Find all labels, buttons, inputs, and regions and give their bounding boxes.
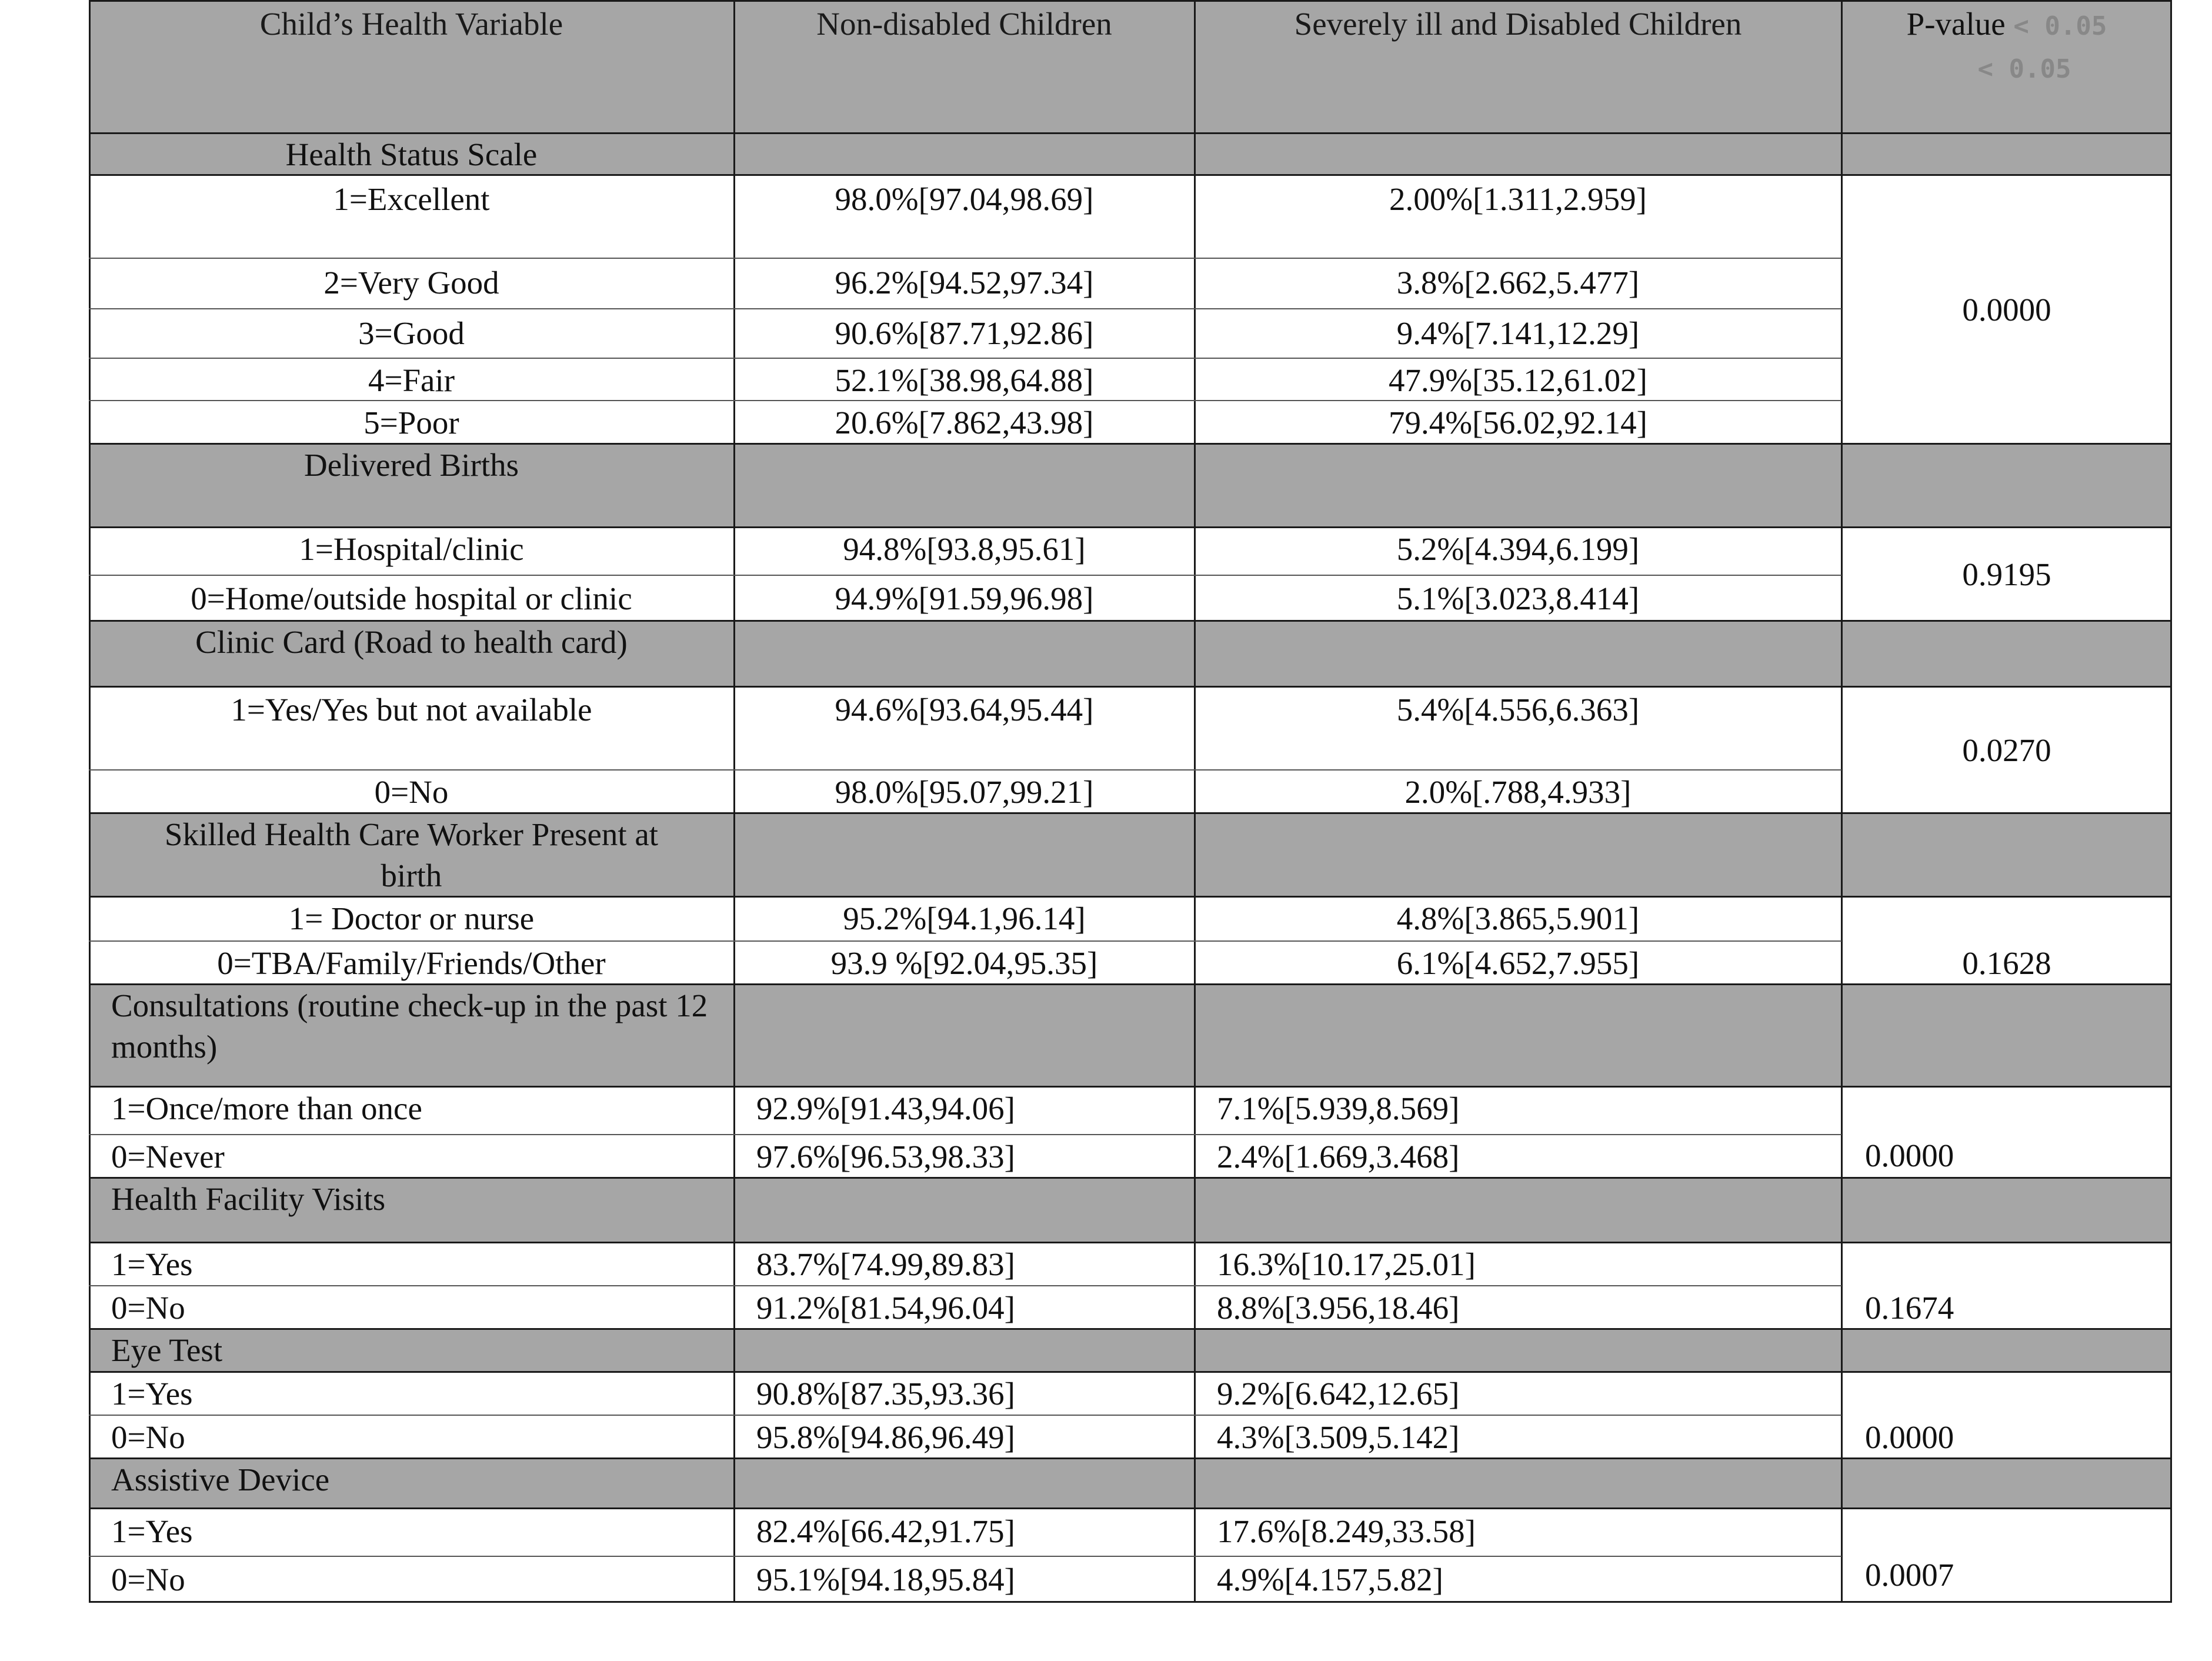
row-divider bbox=[89, 358, 1841, 359]
row-divider bbox=[89, 258, 1841, 259]
row-divider bbox=[89, 1556, 1841, 1557]
grid-line bbox=[89, 174, 2172, 176]
header-non-disabled: Non-disabled Children bbox=[816, 6, 1112, 42]
row-divider bbox=[89, 940, 1841, 942]
disabled-value: 4.9%[4.157,5.82] bbox=[1217, 1562, 1443, 1597]
non-disabled-value: 93.9 %[92.04,95.35] bbox=[830, 945, 1098, 981]
disabled-value: 6.1%[4.652,7.955] bbox=[1396, 945, 1640, 981]
non-disabled-value: 90.8%[87.35,93.36] bbox=[756, 1376, 1015, 1412]
disabled-value: 3.8%[2.662,5.477] bbox=[1396, 265, 1640, 301]
non-disabled-value: 98.0%[95.07,99.21] bbox=[835, 774, 1094, 810]
non-disabled-value: 95.2%[94.1,96.14] bbox=[843, 900, 1086, 936]
disabled-value: 5.1%[3.023,8.414] bbox=[1396, 581, 1640, 616]
row-divider bbox=[89, 308, 1841, 309]
disabled-value: 9.2%[6.642,12.65] bbox=[1217, 1376, 1460, 1412]
section-title: Consultations (routine check-up in the past 12 months) bbox=[111, 988, 708, 1065]
section-title: Health Facility Visits bbox=[111, 1181, 386, 1217]
row-divider bbox=[89, 1134, 1841, 1135]
section-title: Skilled Health Care Worker Present at birth bbox=[164, 816, 659, 893]
grid-line bbox=[2170, 0, 2172, 1603]
non-disabled-value: 20.6%[7.862,43.98] bbox=[835, 405, 1094, 441]
row-label: 2=Very Good bbox=[323, 265, 499, 301]
grid-line bbox=[89, 0, 2172, 2]
non-disabled-value: 98.0%[97.04,98.69] bbox=[835, 181, 1094, 217]
grid-line bbox=[89, 1371, 2172, 1373]
row-divider bbox=[89, 769, 1841, 771]
grid-line bbox=[89, 1086, 2172, 1088]
row-label: 1=Yes bbox=[111, 1246, 193, 1282]
disabled-value: 2.0%[.788,4.933] bbox=[1404, 774, 1632, 810]
row-label: 1=Yes bbox=[111, 1513, 193, 1549]
row-label: 0=No bbox=[374, 774, 449, 810]
row-label: 0=No bbox=[111, 1290, 185, 1326]
row-label: 3=Good bbox=[358, 315, 465, 351]
non-disabled-value: 91.2%[81.54,96.04] bbox=[756, 1290, 1015, 1326]
section-pvalue: 0.9195 bbox=[1962, 556, 2051, 592]
non-disabled-value: 94.9%[91.59,96.98] bbox=[835, 581, 1094, 616]
section-pvalue: 0.0000 bbox=[1865, 1419, 1954, 1455]
section-pvalue: 0.0000 bbox=[1962, 291, 2051, 328]
row-label: 1=Yes/Yes but not available bbox=[231, 692, 592, 728]
header-pvalue-cell bbox=[1841, 0, 2172, 133]
non-disabled-value: 95.8%[94.86,96.49] bbox=[756, 1419, 1015, 1455]
section-title: Health Status Scale bbox=[285, 136, 538, 172]
section-pvalue: 0.0000 bbox=[1865, 1138, 1954, 1173]
row-divider bbox=[89, 400, 1841, 401]
non-disabled-value: 52.1%[38.98,64.88] bbox=[835, 362, 1094, 398]
section-pvalue: 0.1674 bbox=[1865, 1290, 1954, 1326]
disabled-value: 7.1%[5.939,8.569] bbox=[1217, 1090, 1460, 1126]
section-title: Delivered Births bbox=[303, 447, 519, 483]
grid-line bbox=[733, 0, 735, 1603]
grid-line bbox=[89, 812, 2172, 814]
disabled-value: 5.4%[4.556,6.363] bbox=[1396, 692, 1640, 728]
non-disabled-value: 96.2%[94.52,97.34] bbox=[835, 265, 1094, 301]
pvalue-threshold-2: < 0.05 bbox=[1977, 54, 2071, 84]
non-disabled-value: 83.7%[74.99,89.83] bbox=[756, 1246, 1015, 1282]
disabled-value: 17.6%[8.249,33.58] bbox=[1217, 1513, 1476, 1549]
non-disabled-value: 94.8%[93.8,95.61] bbox=[843, 531, 1086, 567]
non-disabled-value: 95.1%[94.18,95.84] bbox=[756, 1562, 1015, 1597]
non-disabled-value: 82.4%[66.42,91.75] bbox=[756, 1513, 1015, 1549]
non-disabled-value: 90.6%[87.71,92.86] bbox=[835, 315, 1094, 351]
grid-line bbox=[89, 443, 2172, 445]
grid-line bbox=[89, 1242, 2172, 1243]
disabled-value: 9.4%[7.141,12.29] bbox=[1396, 315, 1640, 351]
row-label: 0=No bbox=[111, 1562, 185, 1597]
pvalue-threshold: < 0.05 bbox=[2013, 11, 2107, 41]
grid-line bbox=[89, 132, 2172, 134]
grid-line bbox=[89, 526, 2172, 528]
grid-line bbox=[1841, 0, 1843, 1603]
section-pvalue: 0.1628 bbox=[1962, 945, 2051, 981]
grid-line bbox=[1194, 0, 1196, 1603]
disabled-value: 79.4%[56.02,92.14] bbox=[1389, 405, 1647, 441]
row-label: 1=Once/more than once bbox=[111, 1090, 422, 1126]
row-label: 0=TBA/Family/Friends/Other bbox=[217, 945, 606, 981]
disabled-value: 8.8%[3.956,18.46] bbox=[1217, 1290, 1460, 1326]
disabled-value: 4.8%[3.865,5.901] bbox=[1396, 900, 1640, 936]
disabled-value: 4.3%[3.509,5.142] bbox=[1217, 1419, 1460, 1455]
row-divider bbox=[89, 1285, 1841, 1286]
row-label: 4=Fair bbox=[368, 362, 455, 398]
header-pvalue: P-value bbox=[1906, 6, 2006, 42]
row-label: 0=Never bbox=[111, 1139, 225, 1175]
row-label: 0=Home/outside hospital or clinic bbox=[191, 581, 632, 616]
header-variable: Child’s Health Variable bbox=[259, 6, 563, 42]
row-label: 1=Yes bbox=[111, 1376, 193, 1412]
section-pvalue: 0.0007 bbox=[1865, 1557, 1954, 1593]
row-label: 1= Doctor or nurse bbox=[288, 900, 535, 936]
grid-line bbox=[89, 0, 91, 1603]
grid-line bbox=[89, 1328, 2172, 1330]
grid-line bbox=[89, 686, 2172, 688]
disabled-value: 2.4%[1.669,3.468] bbox=[1217, 1139, 1460, 1175]
row-divider bbox=[89, 1415, 1841, 1416]
health-variables-table bbox=[89, 0, 2172, 1603]
non-disabled-value: 92.9%[91.43,94.06] bbox=[756, 1090, 1015, 1126]
disabled-value: 2.00%[1.311,2.959] bbox=[1389, 181, 1647, 217]
grid-line bbox=[89, 620, 2172, 622]
grid-line bbox=[89, 1457, 2172, 1459]
row-label: 5=Poor bbox=[363, 405, 459, 441]
section-title: Clinic Card (Road to health card) bbox=[195, 624, 628, 660]
row-label: 1=Excellent bbox=[333, 181, 490, 217]
section-title: Eye Test bbox=[111, 1332, 223, 1368]
row-label: 0=No bbox=[111, 1419, 185, 1455]
grid-line bbox=[89, 983, 2172, 985]
section-pvalue: 0.0270 bbox=[1962, 732, 2051, 768]
header-disabled: Severely ill and Disabled Children bbox=[1294, 6, 1742, 42]
disabled-value: 16.3%[10.17,25.01] bbox=[1217, 1246, 1476, 1282]
section-title: Assistive Device bbox=[111, 1462, 330, 1497]
grid-line bbox=[89, 896, 2172, 898]
grid-line bbox=[89, 1601, 2172, 1603]
disabled-value: 47.9%[35.12,61.02] bbox=[1389, 362, 1647, 398]
non-disabled-value: 97.6%[96.53,98.33] bbox=[756, 1139, 1015, 1175]
disabled-value: 5.2%[4.394,6.199] bbox=[1396, 531, 1640, 567]
row-divider bbox=[89, 575, 1841, 576]
row-label: 1=Hospital/clinic bbox=[299, 531, 524, 567]
grid-line bbox=[89, 1177, 2172, 1179]
non-disabled-value: 94.6%[93.64,95.44] bbox=[835, 692, 1094, 728]
grid-line bbox=[89, 1507, 2172, 1509]
